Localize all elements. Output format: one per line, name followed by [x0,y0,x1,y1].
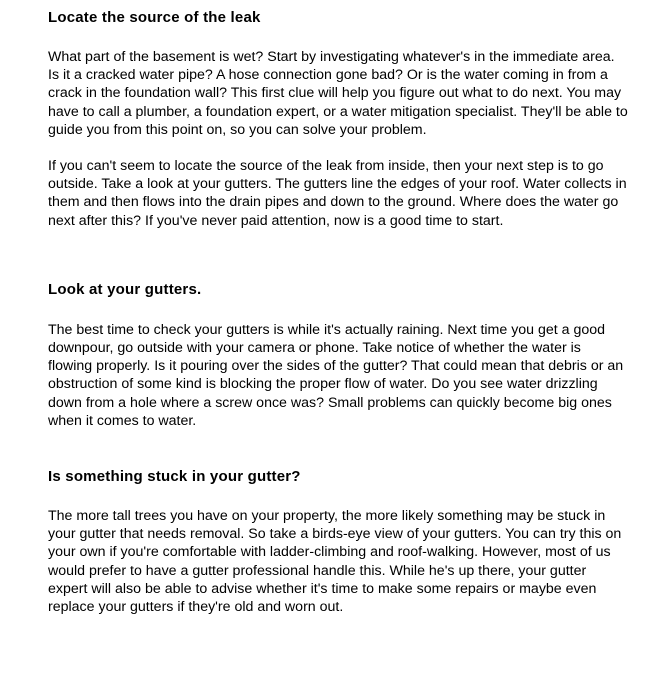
paragraph-locate-leak-outside: If you can't seem to locate the source of the leak from inside, then your next step is to go outside. Take a look at your gutters. The gutters line the edges of your roof. Water collects in them and then flows into the drain pipes and down to the ground. Where does the water go next after this? If you've never paid attention, now is a good time to start. [48,158,627,229]
paragraph-gutter-removal: The more tall trees you have on your property, the more likely something may be stuck in your gutter that needs removal. So take a birds-eye view of your gutters. You can try this on your own if you're comfortable with ladder-climbing and roof-walking. However, most of us would prefer to have a gutter professional handle this. While he's up there, your gutter expert will also be able to advise whether it's time to make some repairs or maybe even replace your gutters if they're old and worn out. [48,508,622,616]
article [48,8,628,616]
section-heading-locate-leak: Locate the source of the leak [48,9,261,26]
section-heading-look-at-gutters: Look at your gutters. [48,280,202,298]
paragraph-locate-leak-inside: What part of the basement is wet? Start by investigating whatever's in the immediate area. Is it a cracked water pipe? A hose connection gone bad? Or is the water coming in from a crack in the foundation wall? This first clue will help you figure out what to do next. You may have to call a plumber, a foundation expert, or a water mitigation specialist. They'll be able to guide you from this point on, so you can solve your problem. [48,49,628,138]
paragraph-check-gutters-rain: The best time to check your gutters is while it's actually raining. Next time you get a good downpour, go outside with your camera or phone. Take notice of whether the water is flowing properly. Is it pouring over the sides of the gutter? That could mean that debris or an obstruction of some kind is blocking the proper flow of water. Do you see water drizzling down from a hole where a screw once was? Small problems can quickly become big ones when it comes to water. [48,321,624,429]
section-heading-stuck-in-gutter: Is something stuck in your gutter? [48,468,301,486]
